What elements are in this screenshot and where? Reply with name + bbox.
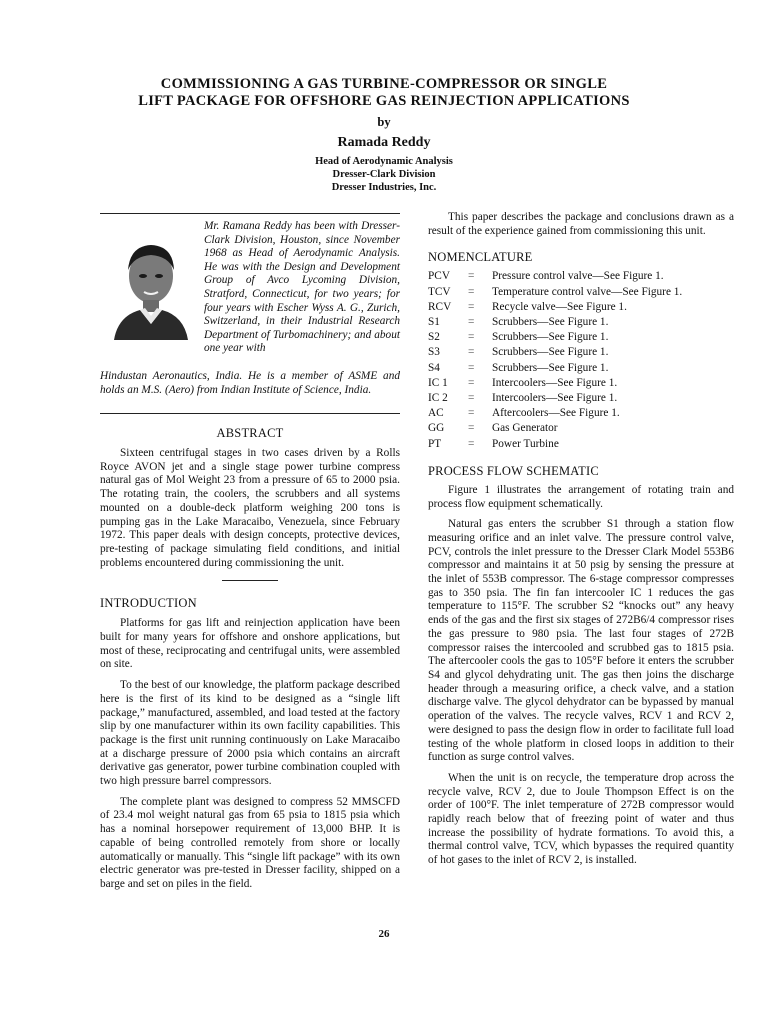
introduction-heading: INTRODUCTION xyxy=(100,596,197,611)
abstract-heading: ABSTRACT xyxy=(216,426,284,440)
author-position: Head of Aerodynamic Analysis xyxy=(315,156,453,167)
nomenclature-equals: = xyxy=(468,376,475,389)
nomenclature-abbr: S1 xyxy=(428,316,440,329)
nomenclature-row xyxy=(428,345,734,360)
introduction-section xyxy=(100,596,400,891)
nomenclature-row xyxy=(428,361,734,376)
process-flow-paragraph-2: Natural gas enters the scrubber S1 through a station flow measuring orifice and an inlet valve. The pressure control valve, PCV, controls the inlet pressure to the Dresser Clark Model 553B6 compressor and maintains it at 50 psig by sensing the pressure at the inlet of 553B compressor. The 6-stage compressor compresses gas to 350 psia. The fin fan intercooler IC 1 reduces the gas temperature to 115°F. The scrubber S2 “knocks out” any heavy ends of the gas and the first six stages of 272B6/4 compressor rises the gas pressure to 980 psia. The last four stages of 272B compressor raises the intercooled and scrubbed gas to 1815 psia. The aftercooler cools the gas to 105°F before it enters the scrubber S4 and glycol dehydrating unit. The gas then joins the discharge header through a measuring orifice, a check valve, and a station discharge valve. The glycol dehydrator can be bypassed by manual operation of the valves. The recycle valves, RCV 1 and RCV 2, were designed to pass the design flow in order to facilitate full load testing of the whole platform in closed loops in addition to their function as surge control valves. xyxy=(428,518,734,764)
nomenclature-abbr: PT xyxy=(428,437,442,450)
nomenclature-abbr: AC xyxy=(428,407,444,420)
abstract-text: Sixteen centrifugal stages in two cases driven by a Rolls Royce AVON jet and a single stage power turbine compress natural gas of Mol Weight 23 from a pressure of 65 to 2000 psia. The rotating train, the coolers, the scrubbers and all systems mounted on a double-deck platform weighing 200 tons is pumping gas in the Lake Maracaibo, Venezuela, since February 1972. This paper deals with design concepts, protective devices, pre-testing of package simulating field conditions, and initial problems encountered during commissioning the unit. xyxy=(100,447,400,569)
nomenclature-abbr: S3 xyxy=(428,346,440,359)
nomenclature-row xyxy=(428,376,734,391)
nomenclature-row xyxy=(428,300,734,315)
nomenclature-abbr: IC 1 xyxy=(428,376,448,389)
bio-bottom-rule xyxy=(100,413,400,414)
page-number: 26 xyxy=(378,928,390,940)
intro-paragraph-2: To the best of our knowledge, the platform package described here is the first of its kind to be designed as a “single lift package,” manufactured, assembled, and load tested at the factory slip by one manufacturer within its own facility capabilities. This package is the first unit running continuously on Lake Maracaibo at a discharge pressure of 2000 psia which contains an aircraft derivative gas generator, power turbine combination coupled with two high pressure barrel compressors. xyxy=(100,679,400,788)
author-division: Dresser-Clark Division xyxy=(332,169,436,180)
author-company: Dresser Industries, Inc. xyxy=(331,182,437,193)
nomenclature-abbr: IC 2 xyxy=(428,392,448,405)
nomenclature-equals: = xyxy=(468,270,475,283)
nomenclature-definition: Power Turbine xyxy=(492,437,559,450)
byline-by: by xyxy=(377,115,391,129)
nomenclature-definition: Scrubbers—See Figure 1. xyxy=(492,361,609,374)
nomenclature-equals: = xyxy=(468,407,475,420)
nomenclature-abbr: S4 xyxy=(428,361,440,374)
nomenclature-abbr: TCV xyxy=(428,285,451,298)
process-flow-heading: PROCESS FLOW SCHEMATIC xyxy=(428,463,599,478)
nomenclature-row xyxy=(428,406,734,421)
nomenclature-definition: Recycle valve—See Figure 1. xyxy=(492,300,627,313)
nomenclature-definition: Gas Generator xyxy=(492,422,558,435)
nomenclature-definition: Aftercoolers—See Figure 1. xyxy=(492,407,620,420)
author-name: Ramada Reddy xyxy=(337,135,431,150)
abstract-section xyxy=(100,426,400,581)
process-flow-paragraph-3: When the unit is on recycle, the temperature drop across the recycle valve, RCV 2, due to Joule Thompson Effect is on the order of 100°F. The inlet temperature of 272B compressor would rapidly reach below that of freezing point of water and thus increase the possibility of hydrate formations. To avoid this, a thermal control valve, TCV, which bypasses the required quantity of hot gases to the inlet of RCV 2, is installed. xyxy=(428,771,734,867)
nomenclature-equals: = xyxy=(468,285,475,298)
title-block xyxy=(60,76,708,194)
nomenclature-row xyxy=(428,437,734,452)
nomenclature-row xyxy=(428,315,734,330)
process-flow-paragraph-1: Figure 1 illustrates the arrangement of rotating train and process flow equipment schematically. xyxy=(428,483,734,510)
nomenclature-definition: Scrubbers—See Figure 1. xyxy=(492,316,609,329)
nomenclature-definition: Pressure control valve—See Figure 1. xyxy=(492,270,664,283)
paper-title-line-1: COMMISSIONING A GAS TURBINE-COMPRESSOR OR SINGLE xyxy=(160,76,608,92)
nomenclature-equals: = xyxy=(468,316,475,329)
nomenclature-list xyxy=(428,269,734,451)
paper-title-line-2: LIFT PACKAGE FOR OFFSHORE GAS REINJECTION APPLICATIONS xyxy=(138,93,630,109)
nomenclature-row xyxy=(428,285,734,300)
nomenclature-equals: = xyxy=(468,300,475,313)
intro-paragraph-3: The complete plant was designed to compress 52 MMSCFD of 23.4 mol weight natural gas from 65 psia to 1815 psia which has a nominal horsepower requirement of 13,000 BHP. It is capable of being controlled remotely from shore or locally automatically or manually. This “single lift package” with its own electric generator was pre-tested in Dresser facility, shipped on a barge and set on piles in the field. xyxy=(100,795,400,890)
nomenclature-abbr: GG xyxy=(428,422,445,435)
nomenclature-abbr: PCV xyxy=(428,270,450,283)
nomenclature-row xyxy=(428,391,734,406)
bio-text-tail: Hindustan Aeronautics, India. He is a member of ASME and holds an M.S. (Aero) from Indian Institute of Science, India. xyxy=(100,370,400,396)
nomenclature-definition: Intercoolers—See Figure 1. xyxy=(492,376,618,389)
author-bio xyxy=(100,220,400,407)
right-column xyxy=(428,211,734,868)
intro-paragraph-1: Platforms for gas lift and reinjection application have been built for many years for offshore and onshore applications, but most of these, reciprocating and centrifugal units, were assembled on site. xyxy=(100,617,400,671)
nomenclature-equals: = xyxy=(468,392,475,405)
abstract-rule xyxy=(222,580,278,581)
right-intro-paragraph: This paper describes the package and conclusions drawn as a result of the experience gained from commissioning this unit. xyxy=(428,211,734,237)
process-flow-section xyxy=(428,464,734,868)
bio-text-main: Mr. Ramana Reddy has been with Dresser-Clark Division, Houston, since November 1968 as Head of Aerodynamic Analysis. He was with the Design and Development Group of Avco Lycoming Division, Stratford, Connecticut, for two years; for four years with Escher Wyss A. G., Zurich, Switzerland, in their Industrial Research Department of Turbomachinery; and about one year with xyxy=(204,220,400,355)
nomenclature-row xyxy=(428,269,734,284)
nomenclature-definition: Intercoolers—See Figure 1. xyxy=(492,392,618,405)
left-column xyxy=(100,213,400,892)
author-photo xyxy=(110,236,192,340)
nomenclature-equals: = xyxy=(468,437,475,450)
nomenclature-abbr: S2 xyxy=(428,331,440,344)
nomenclature-row xyxy=(428,421,734,436)
nomenclature-definition: Scrubbers—See Figure 1. xyxy=(492,331,609,344)
nomenclature-equals: = xyxy=(468,346,475,359)
bio-top-rule xyxy=(100,213,400,214)
nomenclature-heading: NOMENCLATURE xyxy=(428,250,533,265)
nomenclature-definition: Temperature control valve—See Figure 1. xyxy=(492,285,683,298)
nomenclature-abbr: RCV xyxy=(428,300,452,313)
nomenclature-definition: Scrubbers—See Figure 1. xyxy=(492,346,609,359)
nomenclature-section xyxy=(428,250,734,451)
nomenclature-equals: = xyxy=(468,331,475,344)
nomenclature-equals: = xyxy=(468,422,475,435)
nomenclature-row xyxy=(428,330,734,345)
nomenclature-equals: = xyxy=(468,361,475,374)
